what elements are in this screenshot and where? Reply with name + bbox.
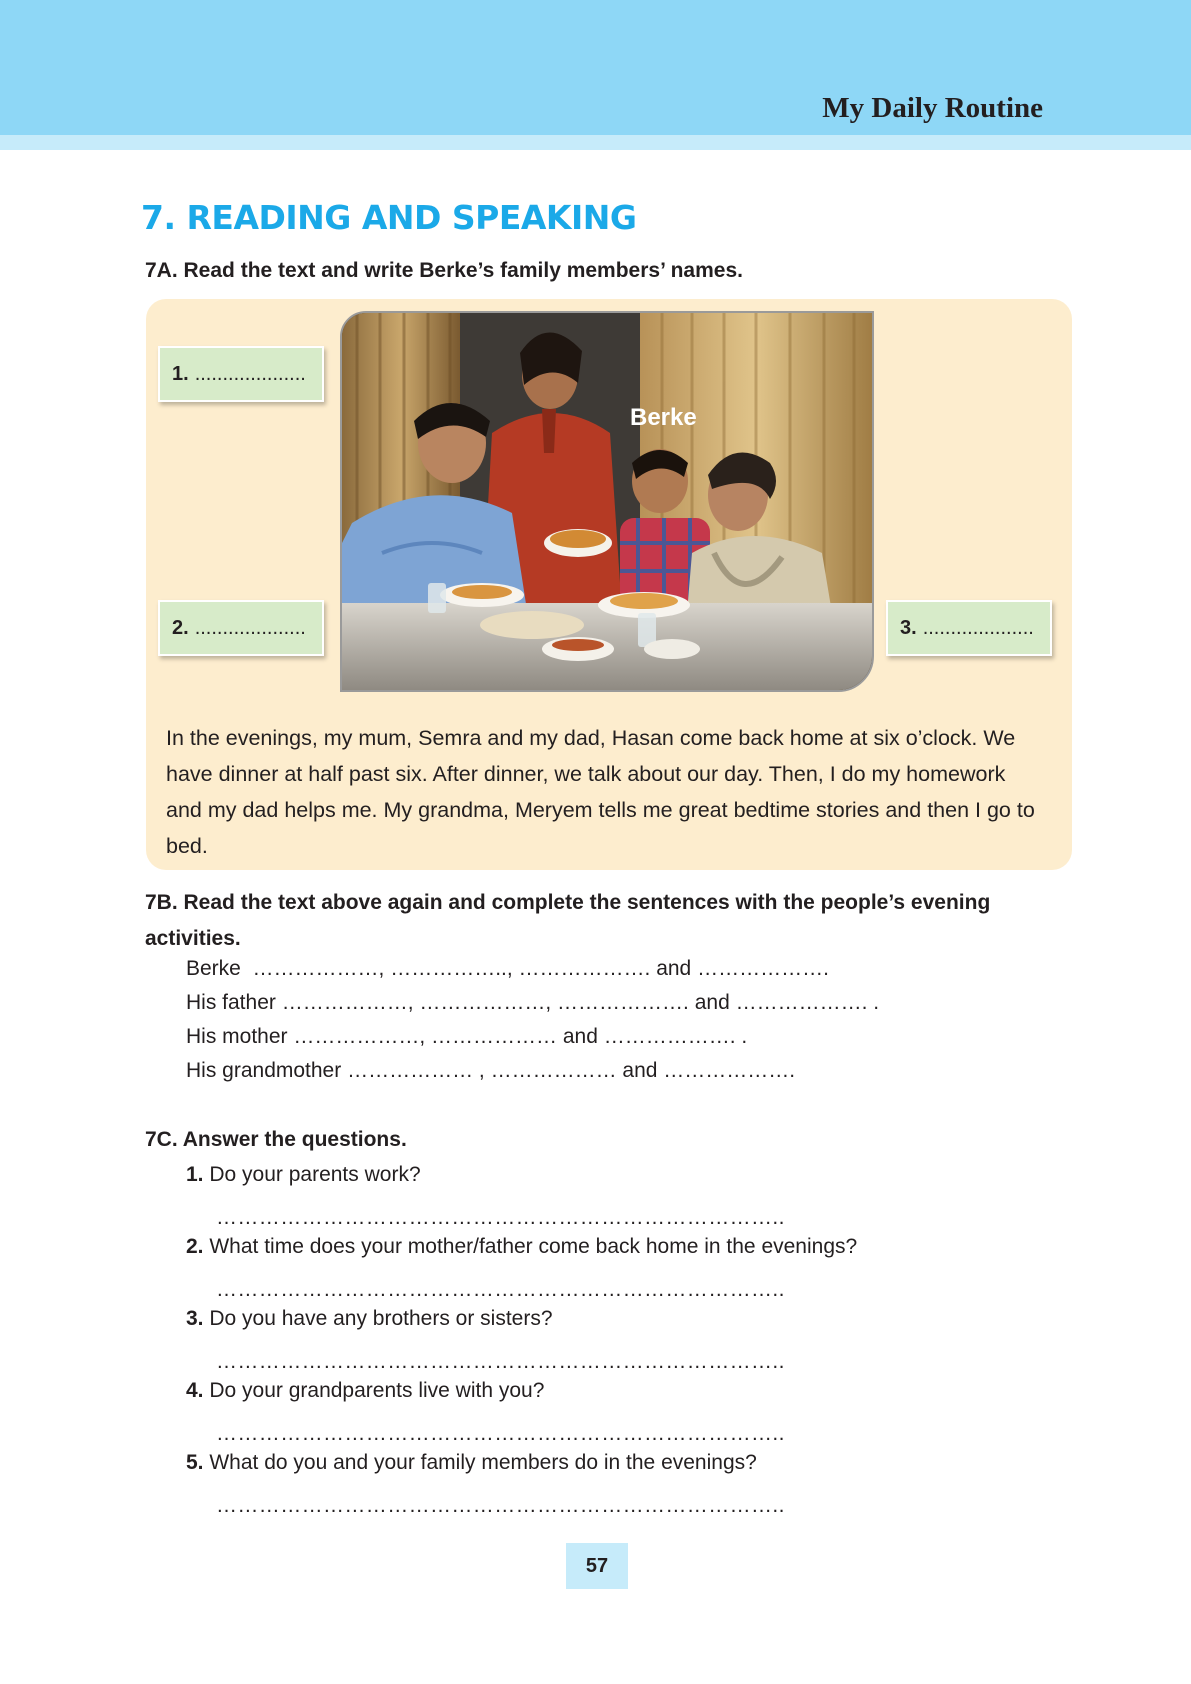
name-label-3[interactable]	[886, 600, 1052, 656]
header-strip	[0, 135, 1191, 150]
question-text: Do your parents work?	[209, 1163, 421, 1186]
question-1	[186, 1163, 421, 1187]
fill-line-mother[interactable]: His mother ………………, ……………… and ………………. .	[186, 1025, 748, 1048]
question-number: 1.	[186, 1163, 204, 1186]
question-5	[186, 1451, 757, 1475]
task-7b-instruction: 7B. Read the text above again and complete the sentences with the people’s evening activities.	[145, 891, 991, 950]
fill-line-grandmother[interactable]: His grandmother ……………… , ……………… and ……………….	[186, 1059, 796, 1082]
label-number: 2.	[172, 616, 189, 639]
question-3	[186, 1307, 553, 1331]
question-text: Do you have any brothers or sisters?	[209, 1307, 553, 1330]
answer-line-5[interactable]: ……………………………………………………………………..	[216, 1494, 785, 1517]
label-dots: ....................	[922, 616, 1034, 639]
question-number: 5.	[186, 1451, 204, 1474]
question-2	[186, 1235, 857, 1259]
reading-text: In the evenings, my mum, Semra and my dad, Hasan come back home at six o’clock. We have dinner at half past six. After dinner, we talk about our day. Then, I do my homework and my dad helps me. My grandma, Meryem tells me great bedtime stories and then I go to bed.	[166, 726, 1035, 858]
family-dinner-photo	[340, 311, 874, 692]
answer-line-2[interactable]: ……………………………………………………………………..	[216, 1278, 785, 1301]
page-number: 57	[566, 1543, 628, 1589]
question-number: 4.	[186, 1379, 204, 1402]
question-number: 3.	[186, 1307, 204, 1330]
answer-line-1[interactable]: ……………………………………………………………………..	[216, 1206, 785, 1229]
question-text: What time does your mother/father come back home in the evenings?	[209, 1235, 858, 1258]
question-4	[186, 1379, 544, 1403]
task-7a-instruction: 7A. Read the text and write Berke’s family members’ names.	[145, 259, 743, 282]
chapter-title: My Daily Routine	[822, 92, 1043, 124]
label-number: 1.	[172, 362, 189, 385]
task-7c-instruction: 7C. Answer the questions.	[145, 1128, 407, 1151]
label-number: 3.	[900, 616, 917, 639]
fill-line-berke[interactable]: Berke ………………, …………….., ………………. and ……………….	[186, 957, 829, 980]
question-text: Do your grandparents live with you?	[209, 1379, 545, 1402]
label-dots: ....................	[194, 362, 306, 385]
fill-line-father[interactable]: His father ………………, ………………, ………………. and ………………. .	[186, 991, 880, 1014]
name-label-2[interactable]	[158, 600, 324, 656]
photo-caption-berke: Berke	[630, 404, 697, 431]
answer-line-3[interactable]: ……………………………………………………………………..	[216, 1350, 785, 1373]
label-dots: ....................	[194, 616, 306, 639]
name-label-1[interactable]	[158, 346, 324, 402]
answer-line-4[interactable]: ……………………………………………………………………..	[216, 1422, 785, 1445]
question-number: 2.	[186, 1235, 204, 1258]
section-title: 7. READING AND SPEAKING	[141, 198, 637, 237]
question-text: What do you and your family members do in the evenings?	[209, 1451, 757, 1474]
